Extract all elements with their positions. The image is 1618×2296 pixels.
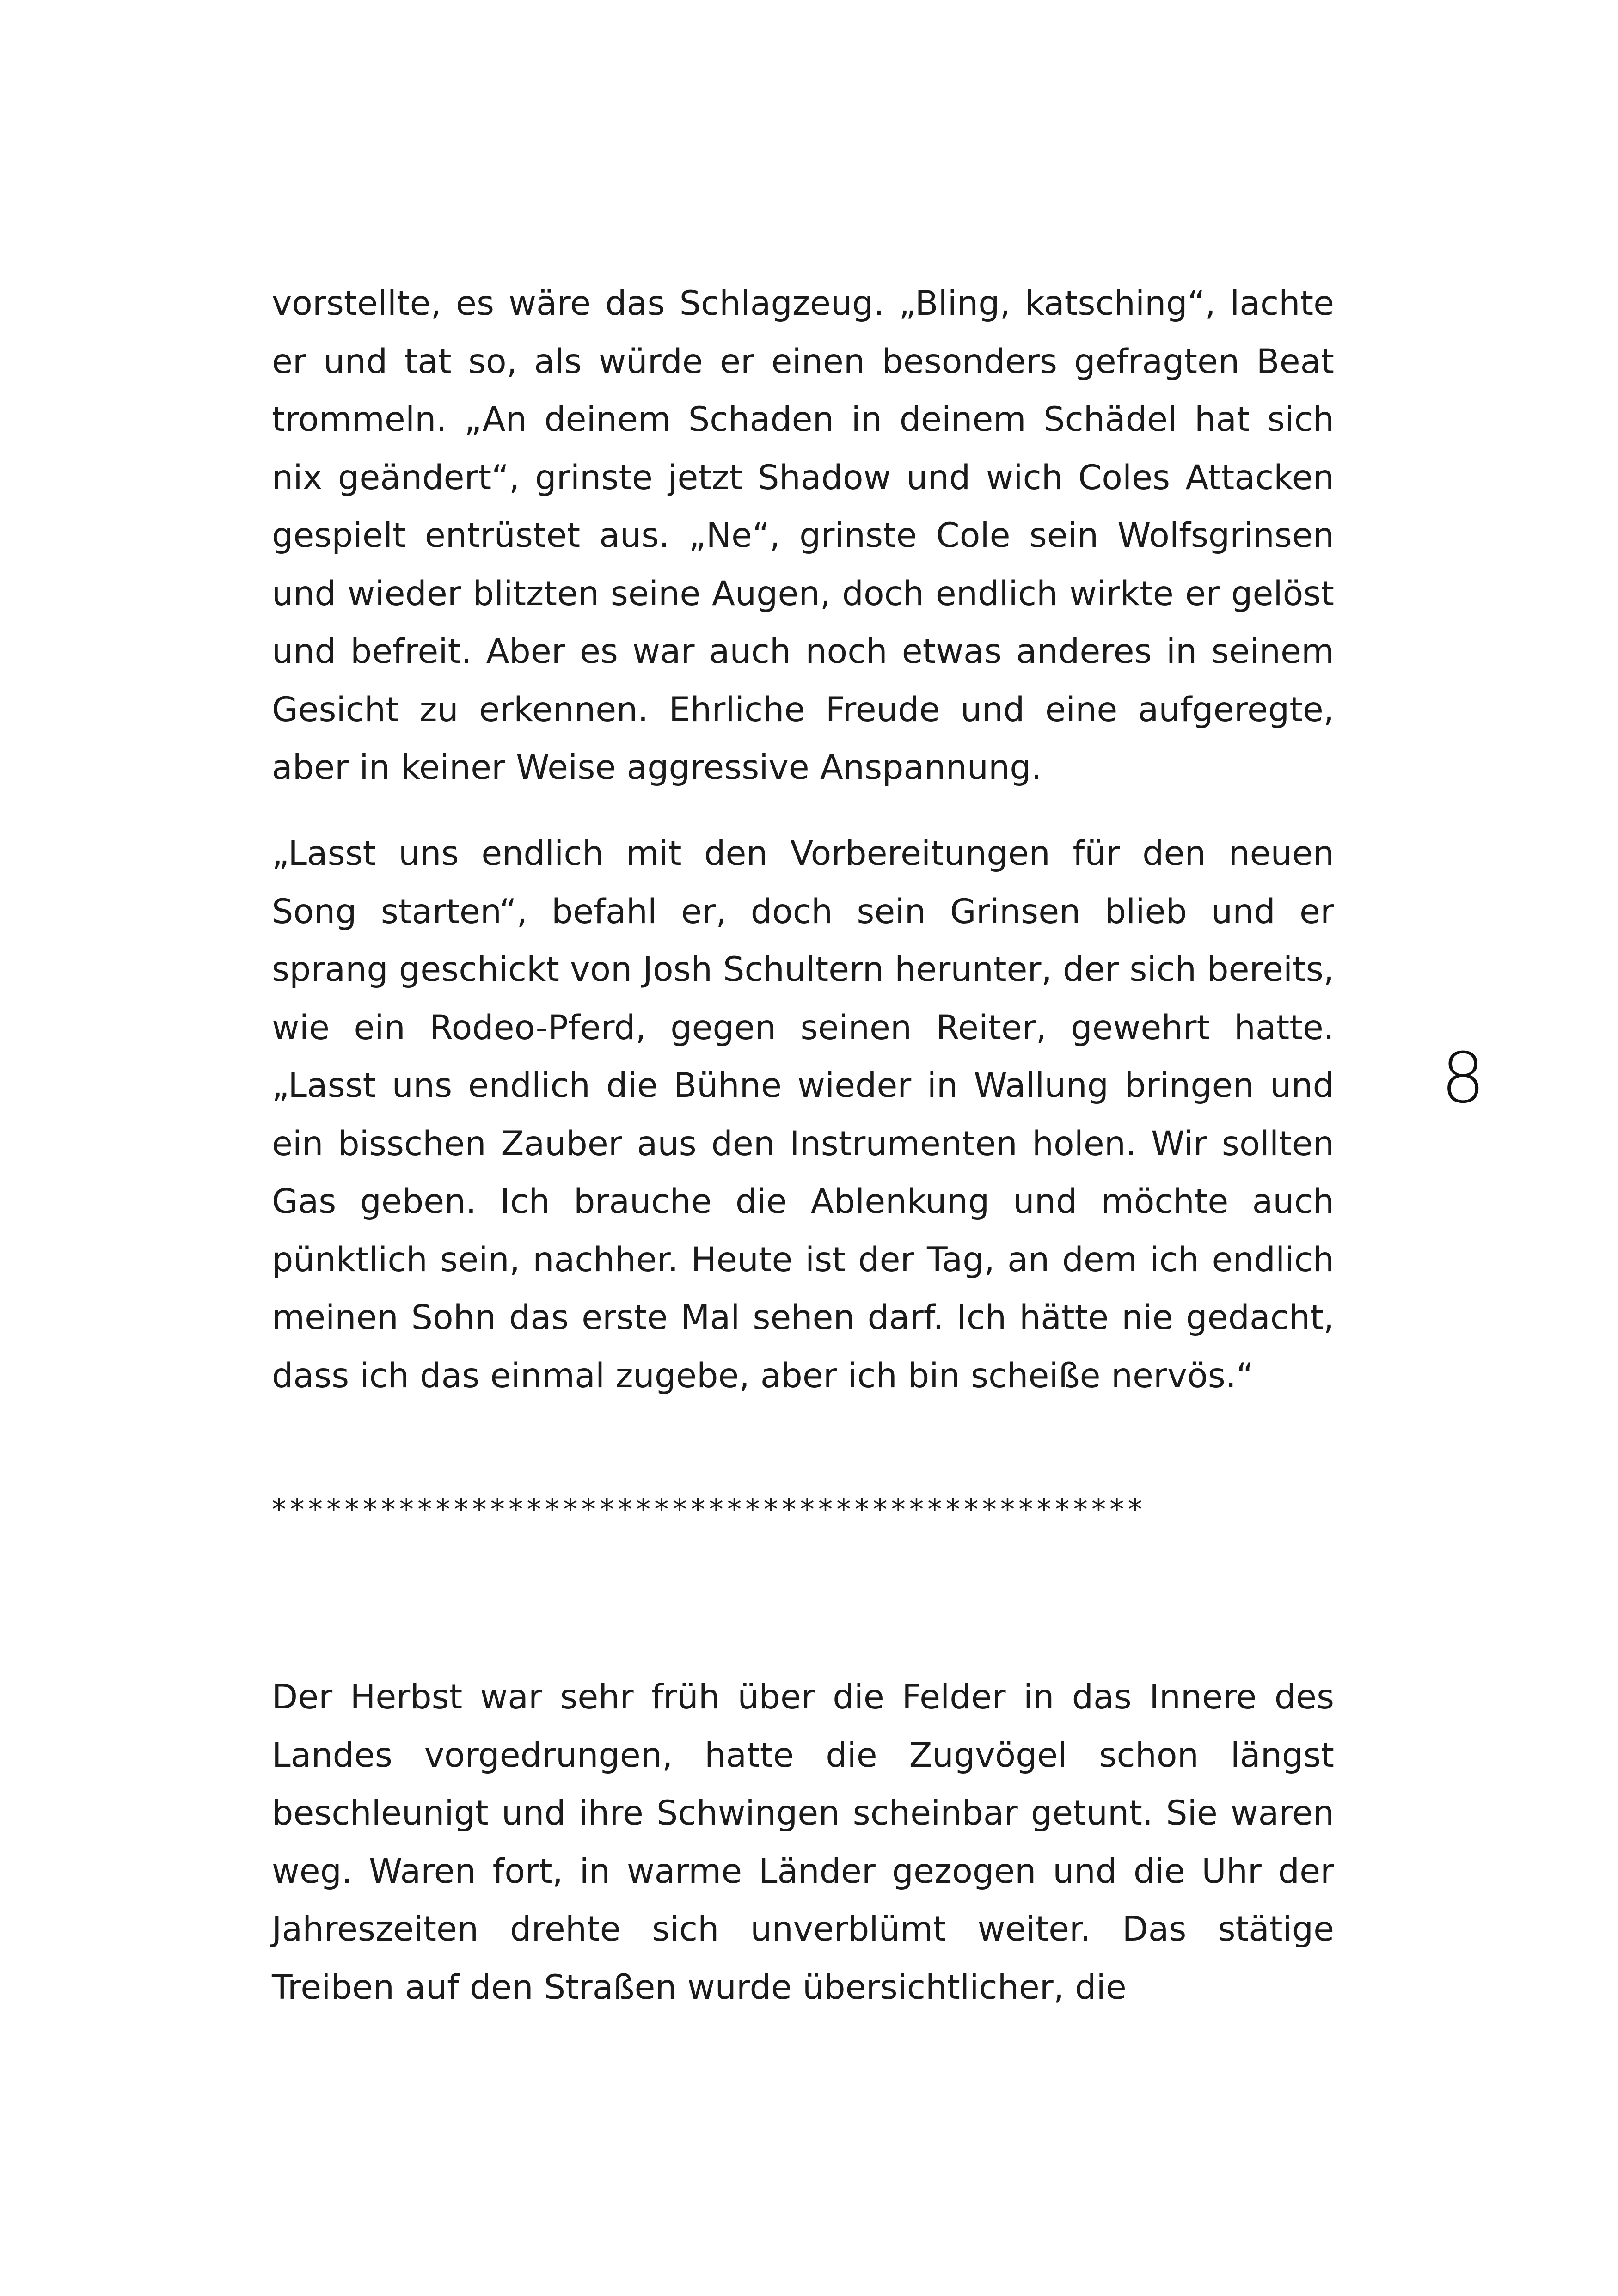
- page-number: 8: [1441, 1038, 1485, 1119]
- paragraph: „Lasst uns endlich mit den Vorbereitungen für den neuen Song starten“, befahl er, doch sein Grinsen blieb und er sprang geschickt von Josh Schultern herunter, der sich bereits, wie ein Rodeo-Pferd, gegen seinen Reiter, gewehrt hatte. „Lasst uns endlich die Bühne wieder in Wallung bringen und ein bisschen Zauber aus den Instrumenten holen. Wir sollten Gas geben. Ich brauche die Ablenkung und möchte auch pünktlich sein, nachher. Heute ist der Tag, an dem ich endlich meinen Sohn das erste Mal sehen darf. Ich hätte nie gedacht, dass ich das einmal zugebe, aber ich bin scheiße nervös.“: [272, 834, 1334, 1396]
- paragraph: Der Herbst war sehr früh über die Felder in das Innere des Landes vorgedrungen, hatte die Zugvögel schon längst beschleunigt und ihre Schwingen scheinbar getunt. Sie waren weg. Waren fort, in warme Länder gezogen und die Uhr der Jahreszeiten drehte sich unverblümt weiter. Das stätige Treiben auf den Straßen wurde übersichtlicher, die: [272, 1678, 1334, 2007]
- paragraph: vorstellte, es wäre das Schlagzeug. „Bling, katsching“, lachte er und tat so, als würde er einen besonders gefragten Beat trommeln. „An deinem Schaden in deinem Schädel hat sich nix geändert“, grinste jetzt Shadow und wich Coles Attacken gespielt entrüstet aus. „Ne“, grinste Cole sein Wolfsgrinsen und wieder blitzten seine Augen, doch endlich wirkte er gelöst und befreit. Aber es war auch noch etwas anderes in seinem Gesicht zu erkennen. Ehrliche Freude und eine aufgeregte, aber in keiner Weise aggressive Anspannung.: [272, 284, 1334, 787]
- scene-divider: ************************************************: [272, 1493, 1146, 1526]
- text-column: [272, 0, 1334, 2296]
